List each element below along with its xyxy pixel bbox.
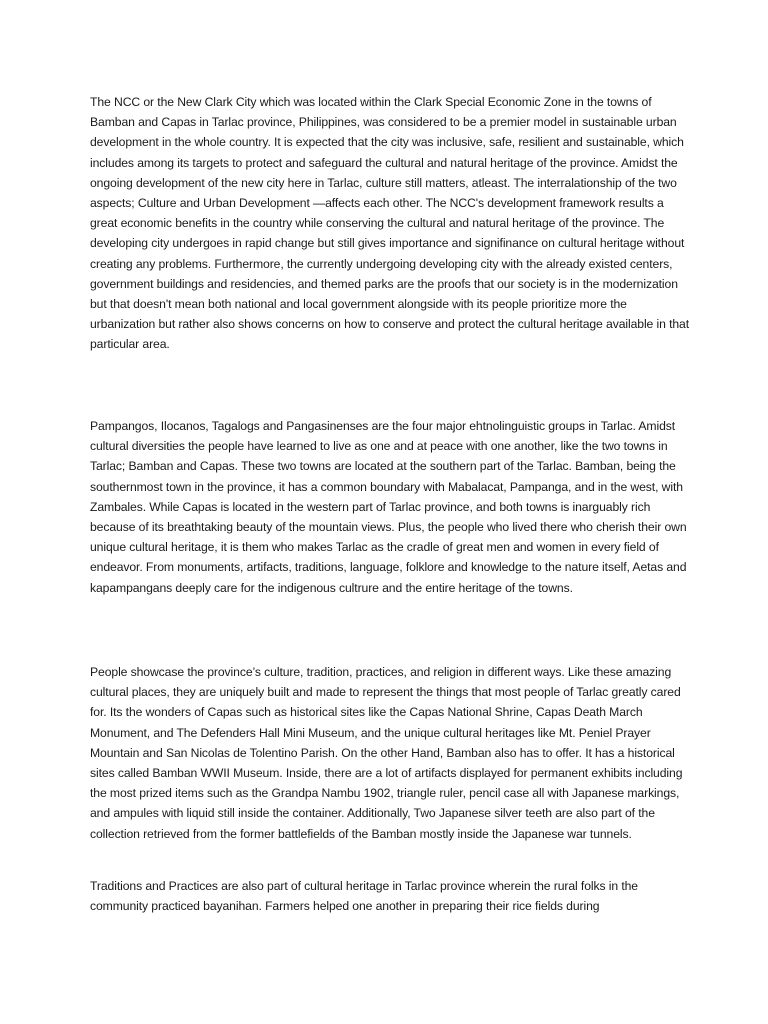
paragraph-traditions-practices: Traditions and Practices are also part of cultural heritage in Tarlac province wherein the rural folks in the community practiced bayanihan. Farmers helped one another in preparing their rice fields during [90,879,638,914]
paragraph-ethnolinguistic-groups: Pampangos, Ilocanos, Tagalogs and Pangasinenses are the four major ehtnolinguistic groups in Tarlac. Amidst cultural diversities the people have learned to live as one and at peace with one another, like the two towns in Tarlac; Bamban and Capas. These two towns are located at the southern part of the Tarlac. Bamban, being the southernmost town in the province, it has a common boundary with Mabalacat, Pampanga, and in the west, with Zambales. While Capas is located in the western part of Tarlac province, and both towns is inarguably rich because of its breathtaking beauty of the mountain views. Plus, the people who lived there who cherish their own unique cultural heritage, it is them who makes Tarlac as the cradle of great men and women in every field of endeavor. From monuments, artifacts, traditions, language, folklore and knowledge to the nature itself, Aetas and kapampangans deeply care for the indigenous cultrure and the entire heritage of the towns. [90,419,687,595]
paragraph-cultural-sites: People showcase the province’s culture, tradition, practices, and religion in different ways. Like these amazing cultural places, they are uniquely built and made to represent the things that most people of Tarlac greatly cared for. Its the wonders of Capas such as historical sites like the Capas National Shrine, Capas Death March Monument, and The Defenders Hall Mini Museum, and the unique cultural heritages like Mt. Peniel Prayer Mountain and San Nicolas de Tolentino Parish. On the other Hand, Bamban also has to offer. It has a historical sites called Bamban WWII Museum. Inside, there are a lot of artifacts displayed for permanent exhibits including the most prized items such as the Grandpa Nambu 1902, triangle ruler, pencil case all with Japanese markings, and ampules with liquid still inside the container. Additionally, Two Japanese silver teeth are also part of the collection retrieved from the former battlefields of the Bamban mostly inside the Japanese war tunnels. [90,665,683,841]
paragraph-ncc-overview: The NCC or the New Clark City which was located within the Clark Special Economic Zone in the towns of Bamban and Capas in Tarlac province, Philippines, was considered to be a premier model in sustainable urban development in the whole country. It is expected that the city was inclusive, safe, resilient and sustainable, which includes among its targets to protect and safeguard the cultural and natural heritage of the province. Amidst the ongoing development of the new city here in Tarlac, culture still matters, atleast. The interralationship of the two aspects; Culture and Urban Development —affects each other. The NCC's development framework results a great economic benefits in the country while conserving the cultural and natural heritage of the province. The developing city undergoes in rapid change but still gives importance and signifinance on cultural heritage without creating any problems. Furthermore, the currently undergoing developing city with the already existed centers, government buildings and residencies, and themed parks are the proofs that our society is in the modernization but that doesn't mean both national and local government alongside with its people prioritize more the urbanization but rather also shows concerns on how to conserve and protect the cultural heritage available in that particular area. [90,95,690,352]
